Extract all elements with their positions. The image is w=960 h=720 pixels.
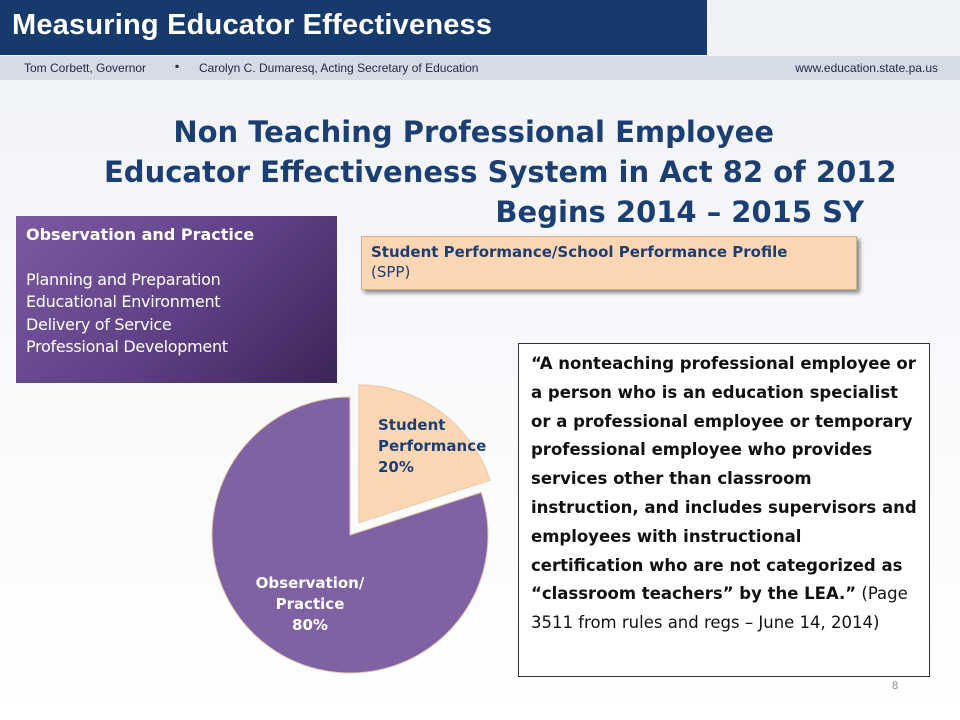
student-performance-box	[361, 236, 857, 290]
subheader-bar	[0, 56, 960, 80]
secretary-text: Carolyn C. Dumaresq, Acting Secretary of Education	[199, 61, 479, 75]
website-url: www.education.state.pa.us	[795, 61, 938, 75]
heading-line-1: Non Teaching Professional Employee	[173, 115, 774, 149]
pie-slice-label: Observation/ Practice 80%	[255, 574, 365, 634]
slide-title: Measuring Educator Effectiveness	[12, 9, 493, 41]
definition-quote-box	[518, 343, 930, 677]
spp-box-title: Student Performance/School Performance Profile	[371, 243, 788, 261]
separator-bullet: ▪	[175, 59, 180, 73]
main-heading	[104, 112, 897, 232]
pie-slice-label: Student Performance 20%	[378, 416, 487, 476]
heading-line-3: Begins 2014 – 2015 SY	[495, 195, 864, 229]
page-number: 8	[892, 680, 899, 692]
heading-line-2: Educator Effectiveness System in Act 82 of 2012	[104, 155, 897, 189]
governor-text: Tom Corbett, Governor	[24, 61, 147, 75]
title-bar	[0, 0, 707, 55]
observation-item: Educational Environment	[26, 292, 221, 311]
observation-item: Professional Development	[26, 337, 228, 356]
effectiveness-pie-chart	[200, 340, 510, 685]
spp-box-subtitle: (SPP)	[371, 263, 411, 281]
observation-item: Planning and Preparation	[26, 269, 221, 289]
quote-citation: (Page 3511 from rules and regs – June 14, 2014)	[531, 584, 908, 633]
observation-box-title: Observation and Practice	[26, 225, 255, 244]
quote-bold-text: “A nonteaching professional employee or a person who is an education specialist or a professional employee or temporary professional employee who provides services other than classroom instruction, and includes supervisors and employees with instructional certification who are not categorized as “classroom teachers” by the LEA.”	[531, 354, 917, 604]
observation-item: Delivery of Service	[26, 314, 172, 334]
